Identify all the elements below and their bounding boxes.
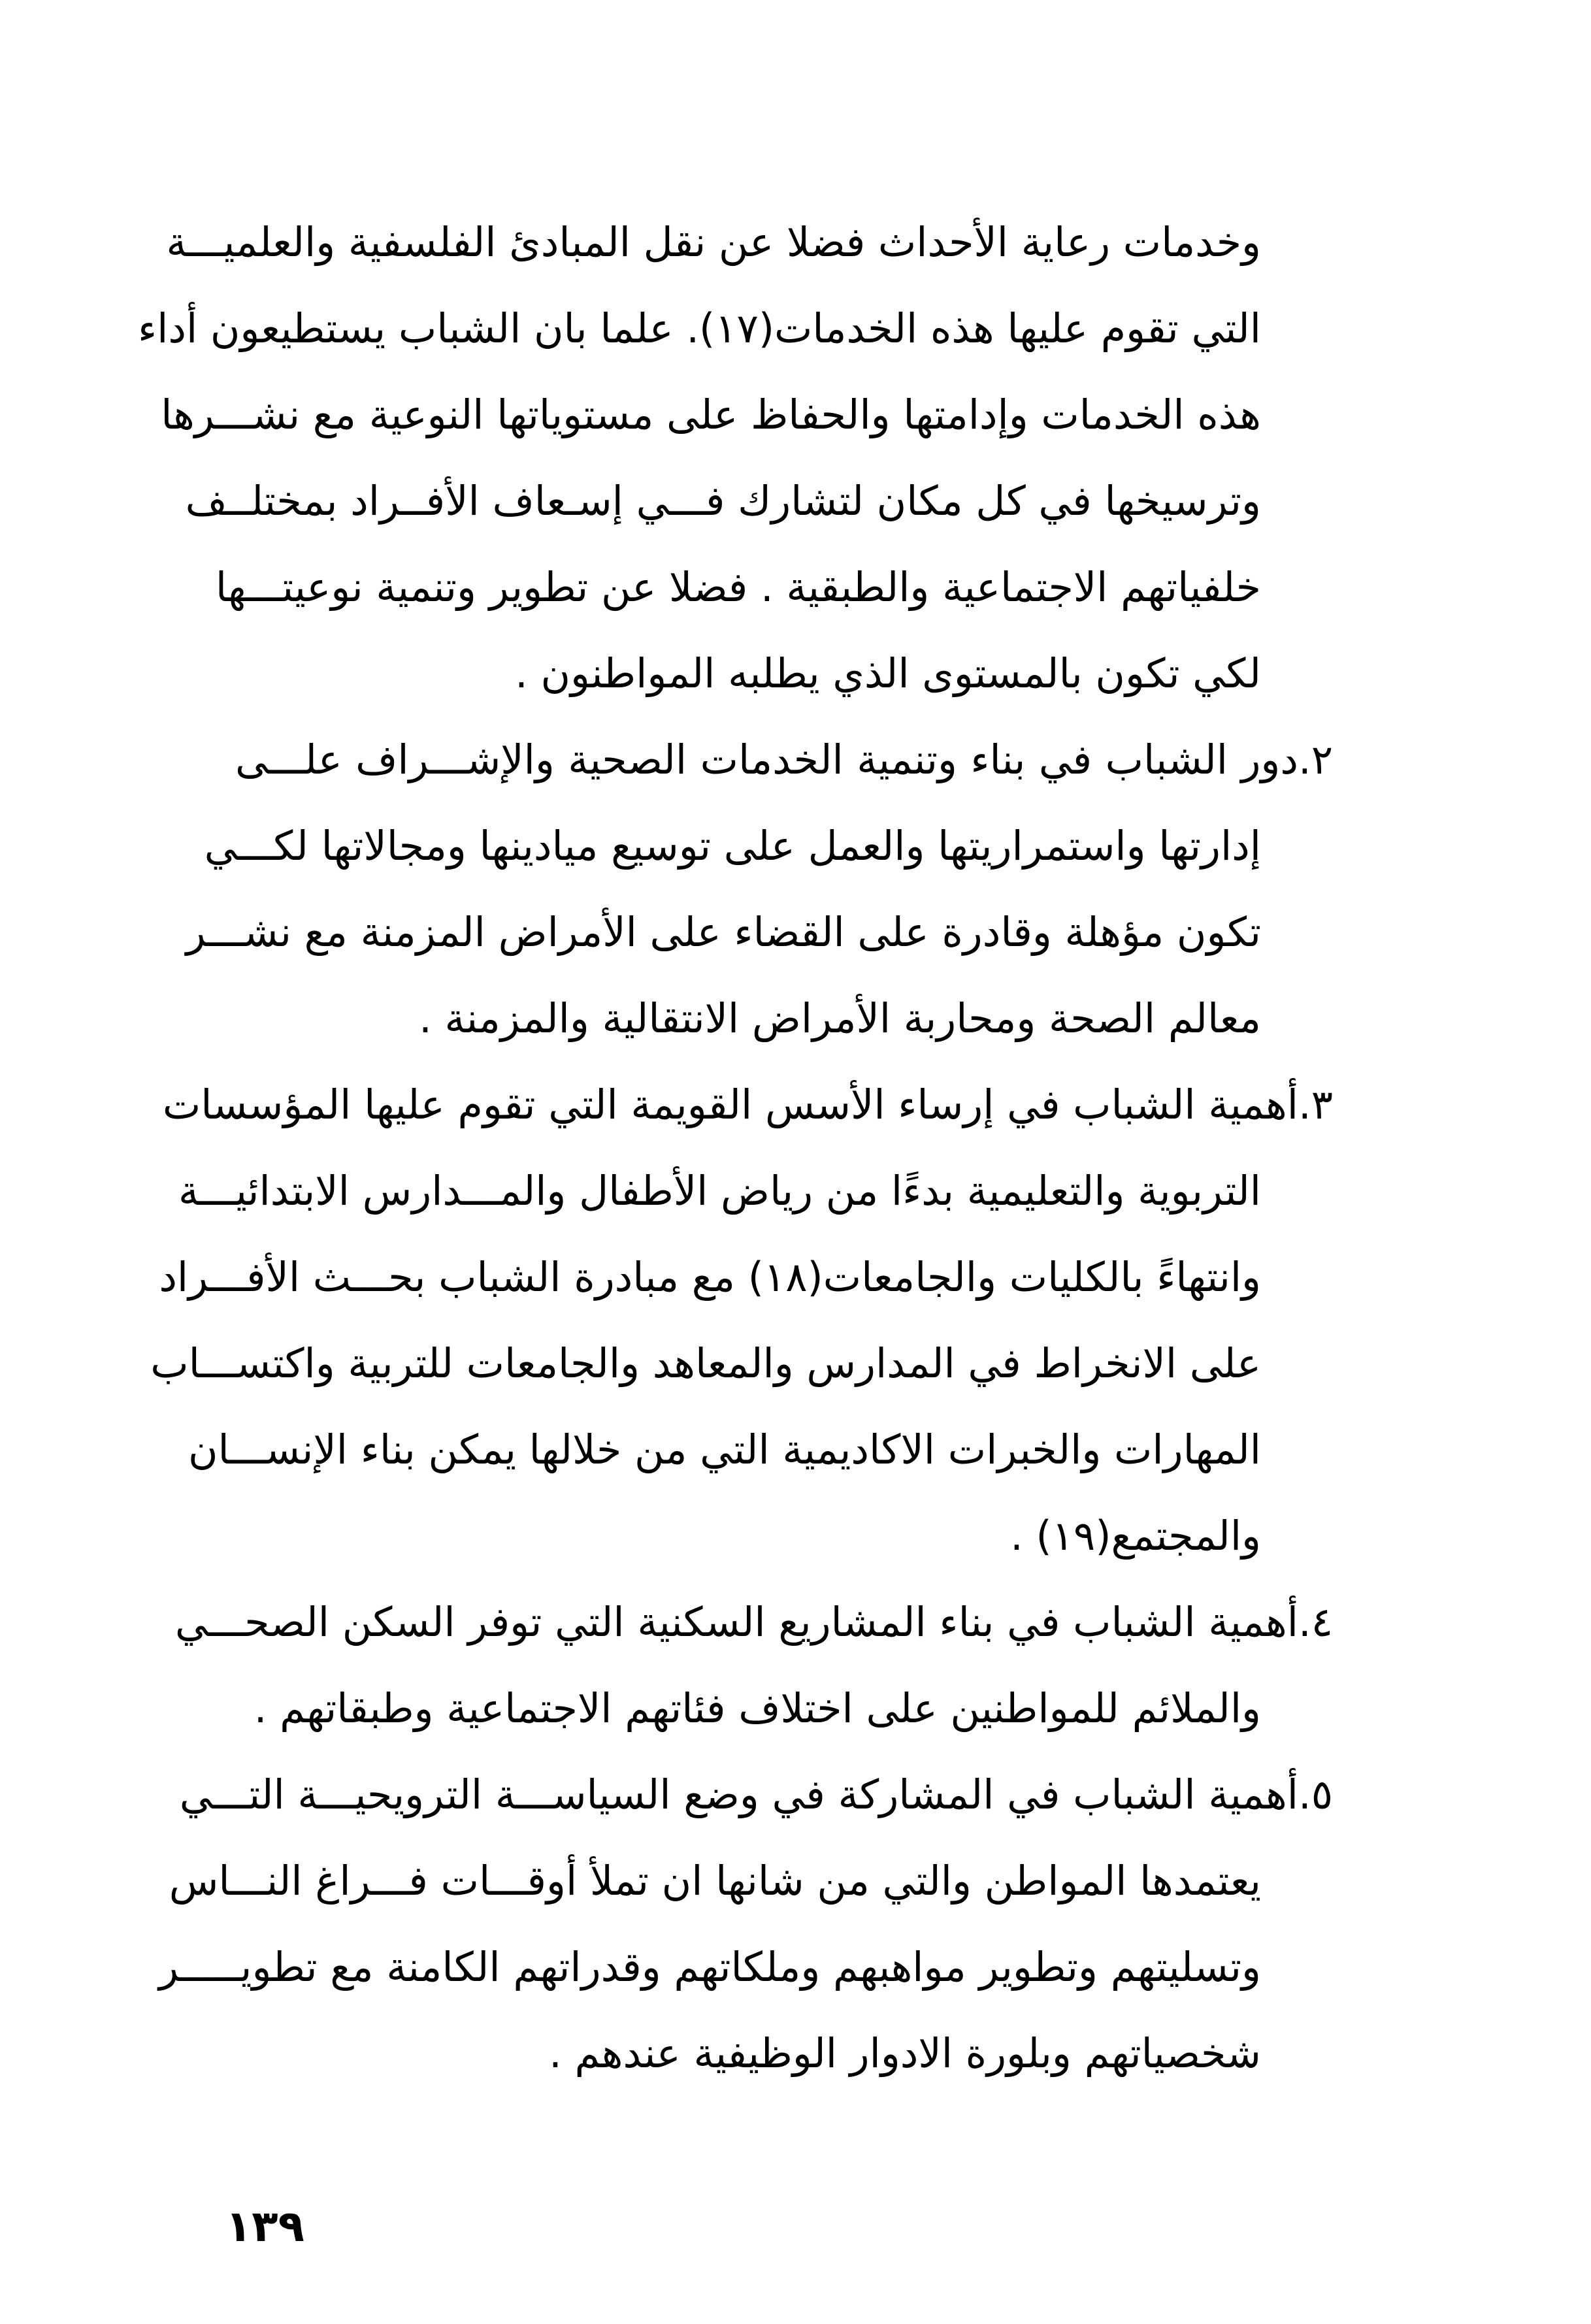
text-line: المهارات والخبرات الاكاديمية التي من خلالها يمكن بناء الإنســـان bbox=[188, 1426, 1261, 1473]
text-line: معالم الصحة ومحاربة الأمراض الانتقالية والمزمنة . bbox=[419, 994, 1261, 1042]
page-number: ١٣٩ bbox=[225, 2201, 304, 2251]
text-line: ٢.دور الشباب في بناء وتنمية الخدمات الصحية والإشـــراف علـــى bbox=[235, 736, 1333, 783]
text-line: وترسيخها في كل مكان لتشارك فـــي إسـعاف الأفــراد بمختلــف bbox=[185, 477, 1261, 525]
text-line: خلفياتهم الاجتماعية والطبقية . فضلا عن تطوير وتنمية نوعيتـــها bbox=[215, 563, 1261, 611]
text-line: يعتمدها المواطن والتي من شانها ان تملأ أوقـــات فـــراغ النـــاس bbox=[169, 1857, 1261, 1905]
list-item-2 bbox=[186, 717, 1333, 1062]
text-line: وانتهاءً بالكليات والجامعات(١٨) مع مبادرة الشباب بحـــث الأفـــراد bbox=[159, 1253, 1261, 1301]
list-item-5 bbox=[159, 1752, 1333, 2097]
continued-paragraph bbox=[137, 199, 1333, 717]
text-line: ٤.أهمية الشباب في بناء المشاريع السكنية التي توفر السكن الصحـــي bbox=[174, 1598, 1333, 1646]
text-line: هذه الخدمات وإدامتها والحفاظ على مستوياتها النوعية مع نشـــرها bbox=[161, 391, 1261, 438]
text-line: والمجتمع(١٩) . bbox=[1010, 1512, 1261, 1560]
text-line: على الانخراط في المدارس والمعاهد والجامعات للتربية واكتســـاب bbox=[150, 1339, 1261, 1387]
list-item-4 bbox=[174, 1579, 1333, 1752]
list-item-3 bbox=[150, 1062, 1333, 1579]
text-line: لكي تكون بالمستوى الذي يطلبه المواطنون . bbox=[515, 649, 1261, 697]
text-line: وتسليتهم وتطوير مواهبهم وملكاتهم وقدراتهم الكامنة مع تطويـــــر bbox=[159, 1943, 1261, 1991]
text-line: وخدمات رعاية الأحداث فضلا عن نقل المبادئ الفلسفية والعلميـــة bbox=[166, 218, 1261, 266]
text-line: ٥.أهمية الشباب في المشاركة في وضع السياســـة الترويحيـــة التـــي bbox=[179, 1771, 1333, 1818]
text-line: التي تقوم عليها هذه الخدمات(١٧). علما بان الشباب يستطيعون أداء bbox=[137, 304, 1261, 352]
body-text bbox=[137, 199, 1333, 2097]
text-line: تكون مؤهلة وقادرة على القضاء على الأمراض المزمنة مع نشـــر bbox=[186, 908, 1261, 956]
text-line: شخصياتهم وبلورة الادوار الوظيفية عندهم . bbox=[549, 2029, 1261, 2077]
text-line: والملائم للمواطنين على اختلاف فئاتهم الاجتماعية وطبقاتهم . bbox=[254, 1684, 1261, 1732]
text-line: إدارتها واستمراريتها والعمل على توسيع ميادينها ومجالاتها لكـــي bbox=[204, 822, 1261, 870]
text-line: ٣.أهمية الشباب في إرساء الأسس القويمة التي تقوم عليها المؤسسات bbox=[162, 1081, 1333, 1128]
text-line: التربوية والتعليمية بدءًا من رياض الأطفال والمـــدارس الابتدائيـــة bbox=[178, 1167, 1261, 1215]
